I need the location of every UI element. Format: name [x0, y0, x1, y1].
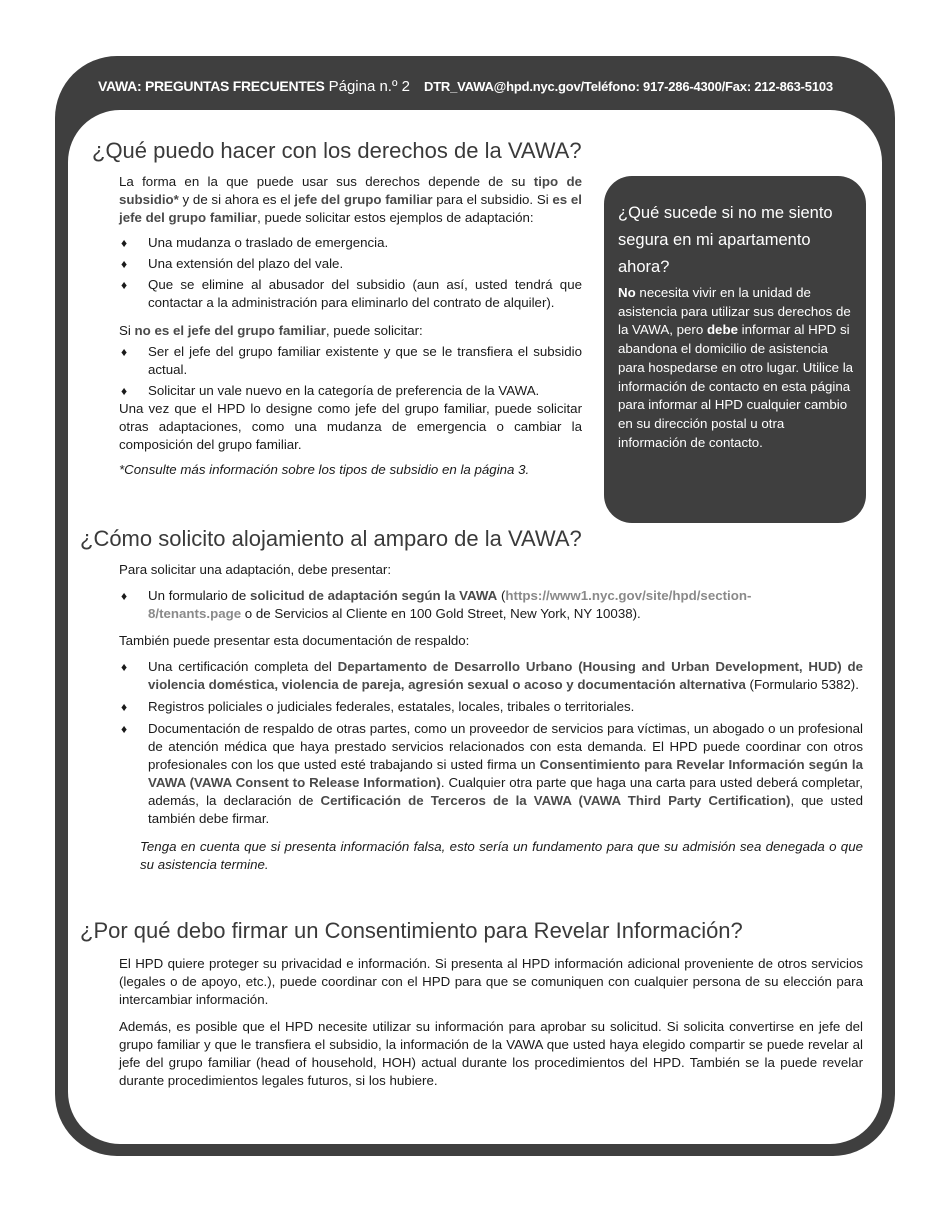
list-item: ♦ Que se elimine al abusador del subsidio (aun así, usted tendrá que contactar a la administración para eliminarlo del contrato de alquiler).: [119, 276, 582, 312]
section-title-rights: ¿Qué puedo hacer con los derechos de la VAWA?: [92, 138, 582, 163]
header-page-number: Página n.º 2: [328, 78, 410, 95]
sidebar-body: No necesita vivir en la unidad de asistencia para utilizar sus derechos de la VAWA, pero debe informar al HPD si abandona el domicilio de asistencia para hospedarse en otro lugar. Utilice la información de contacto en esta página para informar al HPD cualquier cambio en su dirección postal u otra información de contacto.: [618, 285, 854, 450]
designation-paragraph: Una vez que el HPD lo designe como jefe del grupo familiar, puede solicitar otras adaptaciones, como una mudanza de emergencia o cambiar la composición del grupo familiar.: [119, 401, 582, 452]
supporting-docs-intro: También puede presentar esta documentación de respaldo:: [119, 633, 470, 648]
list-item: ♦ Documentación de respaldo de otras partes, como un proveedor de servicios para víctimas, un abogado o un profesional de atención médica que haya prestado servicios relacionados con esta demanda. El HPD puede coordinar con otros profesionales con los que usted esté trabajando si usted firma un Consentimiento para Revelar Información según la VAWA (VAWA Consent to Release Information). Cualquier otra parte que haga una carta para usted deberá completar, además, la declaración de Certificación de Terceros de la VAWA (VAWA Third Party Certification), que usted también debe firmar.: [119, 720, 863, 828]
section-request-body: [119, 561, 863, 874]
consent-paragraph-1: El HPD quiere proteger su privacidad e información. Si presenta al HPD información adicional proveniente de otros servicios (legales o de apoyo, etc.), puede coordinar con el HPD para que se comuniquen con cualquier persona de su elección para intercambiar información.: [119, 956, 863, 1007]
header-title: VAWA: PREGUNTAS FRECUENTES: [98, 78, 325, 94]
hpd-section8-link[interactable]: https://www1.nyc.gov/site/hpd/section-8/tenants.page: [148, 588, 752, 621]
head-of-household-options: [119, 234, 582, 312]
page-header: [98, 78, 868, 100]
section-rights-body: [119, 173, 582, 479]
not-head-paragraph: Si no es el jefe del grupo familiar, puede solicitar:: [119, 323, 423, 338]
header-contact: DTR_VAWA@hpd.nyc.gov/Teléfono: 917-286-4300/Fax: 212-863-5103: [424, 79, 833, 94]
request-intro: Para solicitar una adaptación, debe presentar:: [119, 562, 392, 577]
sidebar-title: ¿Qué sucede si no me siento segura en mi apartamento ahora?: [618, 204, 833, 276]
false-info-warning: Tenga en cuenta que si presenta información falsa, esto sería un fundamento para que su admisión sea denegada o que su asistencia termine.: [140, 839, 863, 872]
section-title-consent: ¿Por qué debo firmar un Consentimiento para Revelar Información?: [80, 918, 743, 943]
list-item: ♦ Una extensión del plazo del vale.: [119, 255, 582, 273]
section-consent-body: [119, 955, 863, 1090]
supporting-docs-list: [119, 658, 863, 828]
list-item: ♦ Una mudanza o traslado de emergencia.: [119, 234, 582, 252]
consent-paragraph-2: Además, es posible que el HPD necesite utilizar su información para aprobar su solicitud. Si solicita convertirse en jefe del grupo familiar y que le transfiera el subsidio, la información de la VAWA que usted haya elegido compartir se puede revelar al jefe del grupo familiar (head of household, HOH) actual durante los procedimientos del HPD. También se la puede revelar durante procedimientos legales futuros, si los hubiere.: [119, 1019, 863, 1088]
section-title-request: ¿Cómo solicito alojamiento al amparo de la VAWA?: [80, 526, 582, 551]
safety-sidebar: [604, 176, 866, 523]
subsidy-note: *Consulte más información sobre los tipos de subsidio en la página 3.: [119, 462, 530, 477]
request-forms-list: [119, 587, 863, 623]
list-item: ♦ Una certificación completa del Departamento de Desarrollo Urbano (Housing and Urban Development, HUD) de violencia doméstica, violencia de pareja, agresión sexual o acoso y documentación alternativa (Formulario 5382).: [119, 658, 863, 694]
list-item: ♦ Registros policiales o judiciales federales, estatales, locales, tribales o territoriales.: [119, 698, 863, 716]
non-head-options: [119, 343, 582, 400]
rights-intro: La forma en la que puede usar sus derechos depende de su tipo de subsidio* y de si ahora es el jefe del grupo familiar para el subsidio. Si es el jefe del grupo familiar, puede solicitar estos ejemplos de adaptación:: [119, 174, 582, 225]
list-item: ♦ Solicitar un vale nuevo en la categoría de preferencia de la VAWA.: [119, 382, 582, 400]
list-item: ♦ Ser el jefe del grupo familiar existente y que se le transfiera el subsidio actual.: [119, 343, 582, 379]
list-item: ♦ Un formulario de solicitud de adaptación según la VAWA (https://www1.nyc.gov/site/hpd/section-8/tenants.page o de Servicios al Cliente en 100 Gold Street, New York, NY 10038).: [119, 587, 863, 623]
